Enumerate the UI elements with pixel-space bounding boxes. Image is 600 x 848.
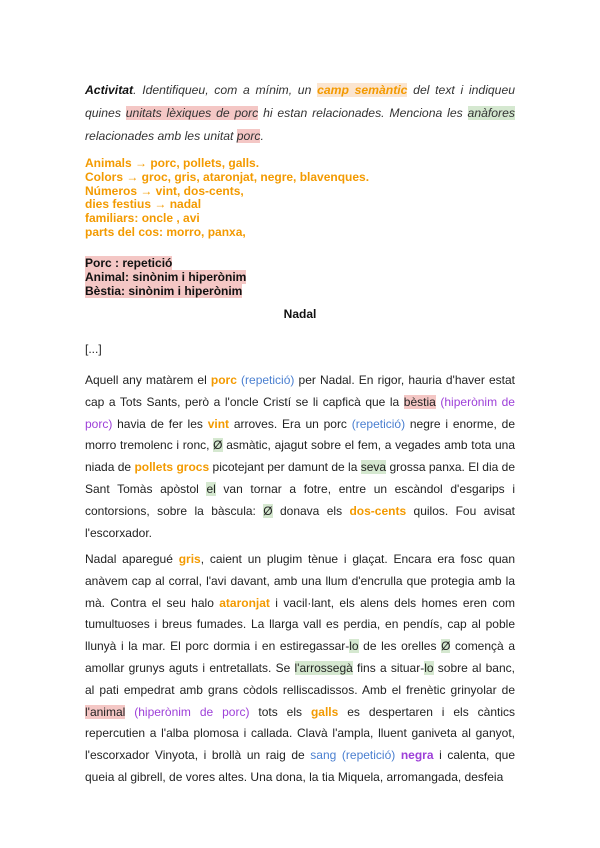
highlight-porc: porc (236, 129, 261, 143)
word-larrossega: l'arrossegà (294, 660, 353, 675)
field-item: familiars: oncle , avi (85, 211, 200, 226)
note-repeticio: (repetició) (351, 416, 406, 431)
text: es despertaren i els càntics repercutien a l'alba plomosa i callada. Clavà l'ampla, lluent ganiveta al ganyot, l'escorxador Vinyota, i brollà un raig de (85, 704, 515, 763)
word-seva: seva (360, 460, 387, 475)
text: sobre al banc, al pati empedrat amb grans còdols relliscadissos. Amb el frenètic grinyolar de (85, 660, 515, 697)
highlight-camp-semantic: camp semàntic (317, 83, 408, 97)
note-repeticio: (repetició) (336, 748, 396, 763)
word-ataronjat: ataronjat (219, 595, 270, 610)
word-lo: lo (424, 660, 434, 675)
field-item: dies festius → nadal (85, 197, 202, 212)
references-list (85, 256, 246, 298)
word-bestia: bèstia (403, 394, 436, 409)
note-repeticio: (repetició) (236, 373, 295, 387)
text: Aquell any matàrem el (85, 373, 211, 387)
field-item: Colors → groc, gris, ataronjat, negre, blavenques. (85, 169, 370, 184)
ref-item: Bèstia: sinònim i hiperònim (85, 284, 243, 298)
word-sang: sang (310, 748, 337, 763)
text: quilos. Fou avisat l'escorxador. (85, 503, 515, 540)
word-lo: lo (349, 639, 359, 654)
word-lanimal: l'animal (85, 704, 126, 719)
text: Nadal aparegué (85, 552, 179, 566)
word-vint: vint (207, 416, 230, 431)
text: havia de fer les (112, 416, 208, 431)
word-gris: gris (178, 552, 201, 566)
text: fins a situar- (352, 660, 425, 675)
activity-instructions (85, 79, 515, 148)
ellipsis-marker: Ø (441, 639, 451, 654)
field-item: parts del cos: morro, panxa, (85, 224, 246, 239)
text: de les orelles (358, 639, 442, 654)
semantic-field-list (85, 157, 369, 240)
activity-text: . (260, 129, 264, 143)
text: grossa panxa. El dia de Sant Tomàs apòstol (85, 460, 515, 496)
note-hiperonim: (hiperònim de porc) (85, 394, 515, 431)
text: picotejant per damunt de la (209, 460, 361, 475)
field-item: Animals → porc, pollets, galls. (85, 156, 260, 170)
ellipsis-marker: Ø (263, 503, 273, 518)
text: donava els (272, 503, 350, 518)
highlight-anafores: anàfores (467, 106, 515, 120)
text: , caient un plugim tènue i glaçat. Encara era fosc quan anàvem cap al corral, l'avi davant, amb una llum d'encrulla que protegia amb la mà. Contra el seu halo (85, 552, 516, 610)
word-dos-cents: dos-cents (349, 503, 407, 518)
ellipsis-marker: Ø (213, 438, 223, 453)
text: i calenta, que queia al gibrell, de vores altes. Una dona, la tia Miquela, arromangada, desfeia (85, 748, 515, 784)
text: asmàtic, ajagut sobre el fem, a vegades amb tota una niada de (85, 438, 515, 475)
highlight-unitats: unitats lèxiques de porc (125, 106, 259, 120)
paragraph-2 (85, 549, 515, 789)
text: negre i enorme, de morro tremolenc i ronc, (85, 416, 515, 453)
text-title: Nadal (283, 307, 317, 321)
text: arroves. Era un porc (229, 416, 352, 431)
text: per Nadal. En rigor, hauria d'haver estat cap a Tots Sants, però a l'oncle Cristí se li capficà que la (85, 373, 515, 409)
paragraph-1 (85, 370, 515, 544)
text: començà a amollar grunys aguts i entretallats. Se (85, 639, 515, 675)
ellipsis: [...] (85, 342, 102, 356)
activity-text: hi estan relacionades. Menciona les (258, 106, 468, 120)
activity-text: relacionades amb les unitat (85, 129, 237, 143)
word-porc: porc (210, 373, 237, 387)
activity-text: del text i indiqueu quines (85, 83, 516, 120)
text: van tornar a fotre, entre un escàndol d'esgarips i contorsions, sobre la bàscula: (85, 481, 515, 518)
word-negra: negra (400, 748, 434, 763)
ref-item: Porc : repetició (85, 256, 173, 270)
activity-text: . Identifiqueu, com a mínim, un (133, 83, 318, 97)
word-el: el (206, 481, 216, 496)
activity-label: Activitat (85, 83, 134, 97)
word-pollets-grocs: pollets grocs (134, 460, 210, 475)
word-galls: galls (310, 704, 339, 719)
text: tots els (249, 704, 311, 719)
note-hiperonim: (hiperònim de porc) (125, 704, 250, 719)
ref-item: Animal: sinònim i hiperònim (85, 270, 247, 284)
field-item: Números → vint, dos-cents, (85, 183, 244, 198)
text: i vacil·lant, els alens dels homes eren com tumultuoses i breus fumades. La llarga vall es perdia, en pendís, cap al poble llunyà i la mar. El porc dormia i en estiregassar- (85, 595, 515, 654)
